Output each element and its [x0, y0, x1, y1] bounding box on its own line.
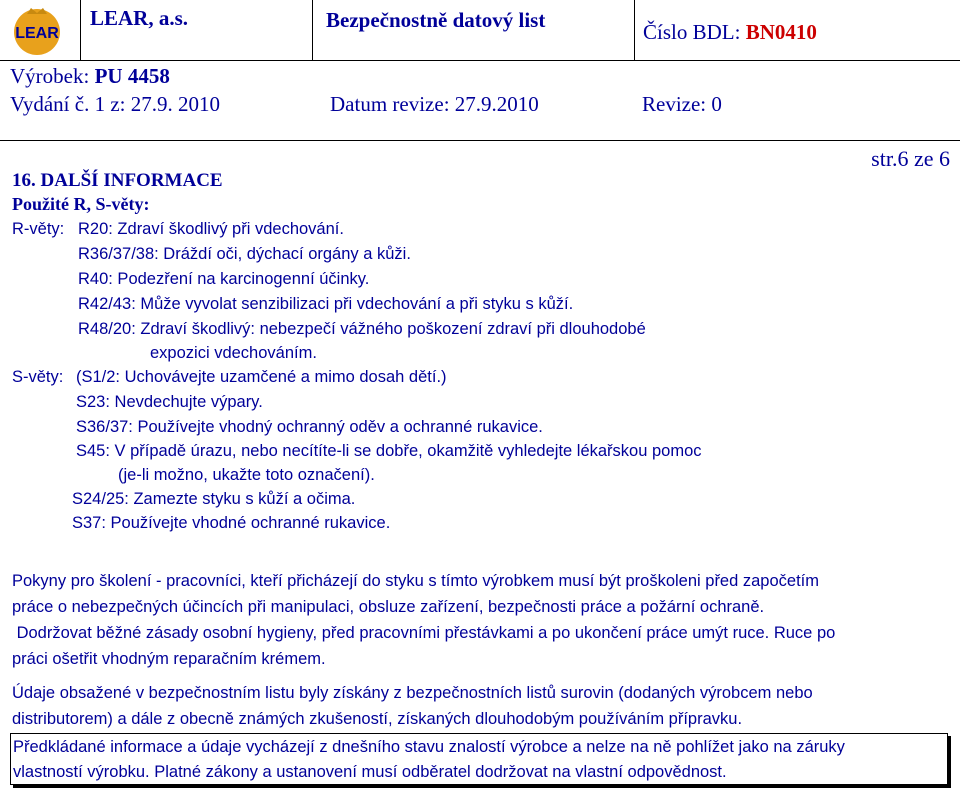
r-phrase: R42/43: Může vyvolat senzibilizaci při vdechování a při styku s kůží.: [78, 295, 574, 313]
divider: [634, 0, 635, 60]
section-subtitle: Použité R, S-věty:: [12, 194, 150, 214]
r-phrase: R20: Zdraví škodlivý při vdechování.: [78, 220, 344, 238]
product-info: [10, 64, 170, 89]
company-name: LEAR, a.s.: [90, 6, 189, 30]
s-phrase: S37: Používejte vhodné ochranné rukavice.: [72, 514, 391, 532]
paragraph-line: Dodržovat běžné zásady osobní hygieny, před pracovními přestávkami a po ukončení práce umýt ruce. Ruce po: [12, 624, 836, 642]
lear-logo: [6, 4, 68, 56]
disclaimer-box: [10, 733, 948, 785]
divider: [0, 60, 960, 61]
product-label: Výrobek:: [10, 64, 95, 88]
revision-date: Datum revize: 27.9.2010: [330, 92, 539, 116]
paragraph-line: práci ošetřit vhodným reparačním krémem.: [12, 650, 326, 668]
paragraph-line: distributorem) a dále z obecně známých zkušeností, získaných dlouhodobým používáním přípravku.: [12, 710, 743, 728]
paragraph-line: práce o nebezpečných účincích při manipulaci, obsluze zařízení, bezpečnosti práce a požární ochraně.: [12, 598, 765, 616]
svg-text:LEAR: LEAR: [15, 25, 59, 42]
divider: [0, 140, 960, 141]
issue-date: Vydání č. 1 z: 27.9. 2010: [10, 92, 220, 116]
bdl-number: [643, 20, 817, 45]
s-phrase-continuation: (je-li možno, ukažte toto označení).: [118, 466, 375, 484]
revision-number: Revize: 0: [642, 92, 722, 116]
r-phrase: R48/20: Zdraví škodlivý: nebezpečí vážného poškození zdraví při dlouhodobé: [78, 320, 646, 338]
page-number: str.6 ze 6: [871, 146, 950, 171]
paragraph-line: Údaje obsažené v bezpečnostním listu byly získány z bezpečnostních listů surovin (dodaných výrobcem nebo: [12, 684, 813, 702]
sources-paragraph: [12, 680, 952, 732]
s-phrases-label: S-věty:: [12, 368, 64, 386]
section-title: 16. DALŠÍ INFORMACE: [12, 170, 223, 191]
disclaimer-line: Předkládané informace a údaje vycházejí z dnešního stavu znalostí výrobce a nelze na ně pohlížet jako na záruky: [13, 738, 845, 756]
paragraph-line: Pokyny pro školení - pracovníci, kteří přicházejí do styku s tímto výrobkem musí být proškoleni před započetím: [12, 572, 819, 590]
document-header: [0, 0, 960, 141]
document-title: Bezpečnostně datový list: [326, 8, 546, 32]
r-phrases-label: R-věty:: [12, 220, 65, 238]
disclaimer-line: vlastností výrobku. Platné zákony a ustanovení musí odběratel dodržovat na vlastní odpovědnost.: [13, 763, 727, 781]
r-phrase: R40: Podezření na karcinogenní účinky.: [78, 270, 370, 288]
s-phrase: S23: Nevdechujte výpary.: [76, 393, 263, 411]
divider: [80, 0, 81, 60]
bdl-label: Číslo BDL:: [643, 20, 746, 44]
r-phrase-continuation: expozici vdechováním.: [150, 344, 317, 362]
product-code: PU 4458: [94, 64, 170, 88]
r-phrase: R36/37/38: Dráždí oči, dýchací orgány a kůži.: [78, 245, 411, 263]
s-phrase: S24/25: Zamezte styku s kůží a očima.: [72, 490, 356, 508]
s-phrase: S45: V případě úrazu, nebo necítíte-li se dobře, okamžitě vyhledejte lékařskou pomoc: [76, 442, 702, 460]
divider: [312, 0, 313, 60]
s-phrase: (S1/2: Uchovávejte uzamčené a mimo dosah dětí.): [76, 368, 447, 386]
bdl-value: BN0410: [745, 20, 817, 44]
training-paragraph: [12, 568, 952, 672]
s-phrase: S36/37: Používejte vhodný ochranný oděv a ochranné rukavice.: [76, 418, 543, 436]
